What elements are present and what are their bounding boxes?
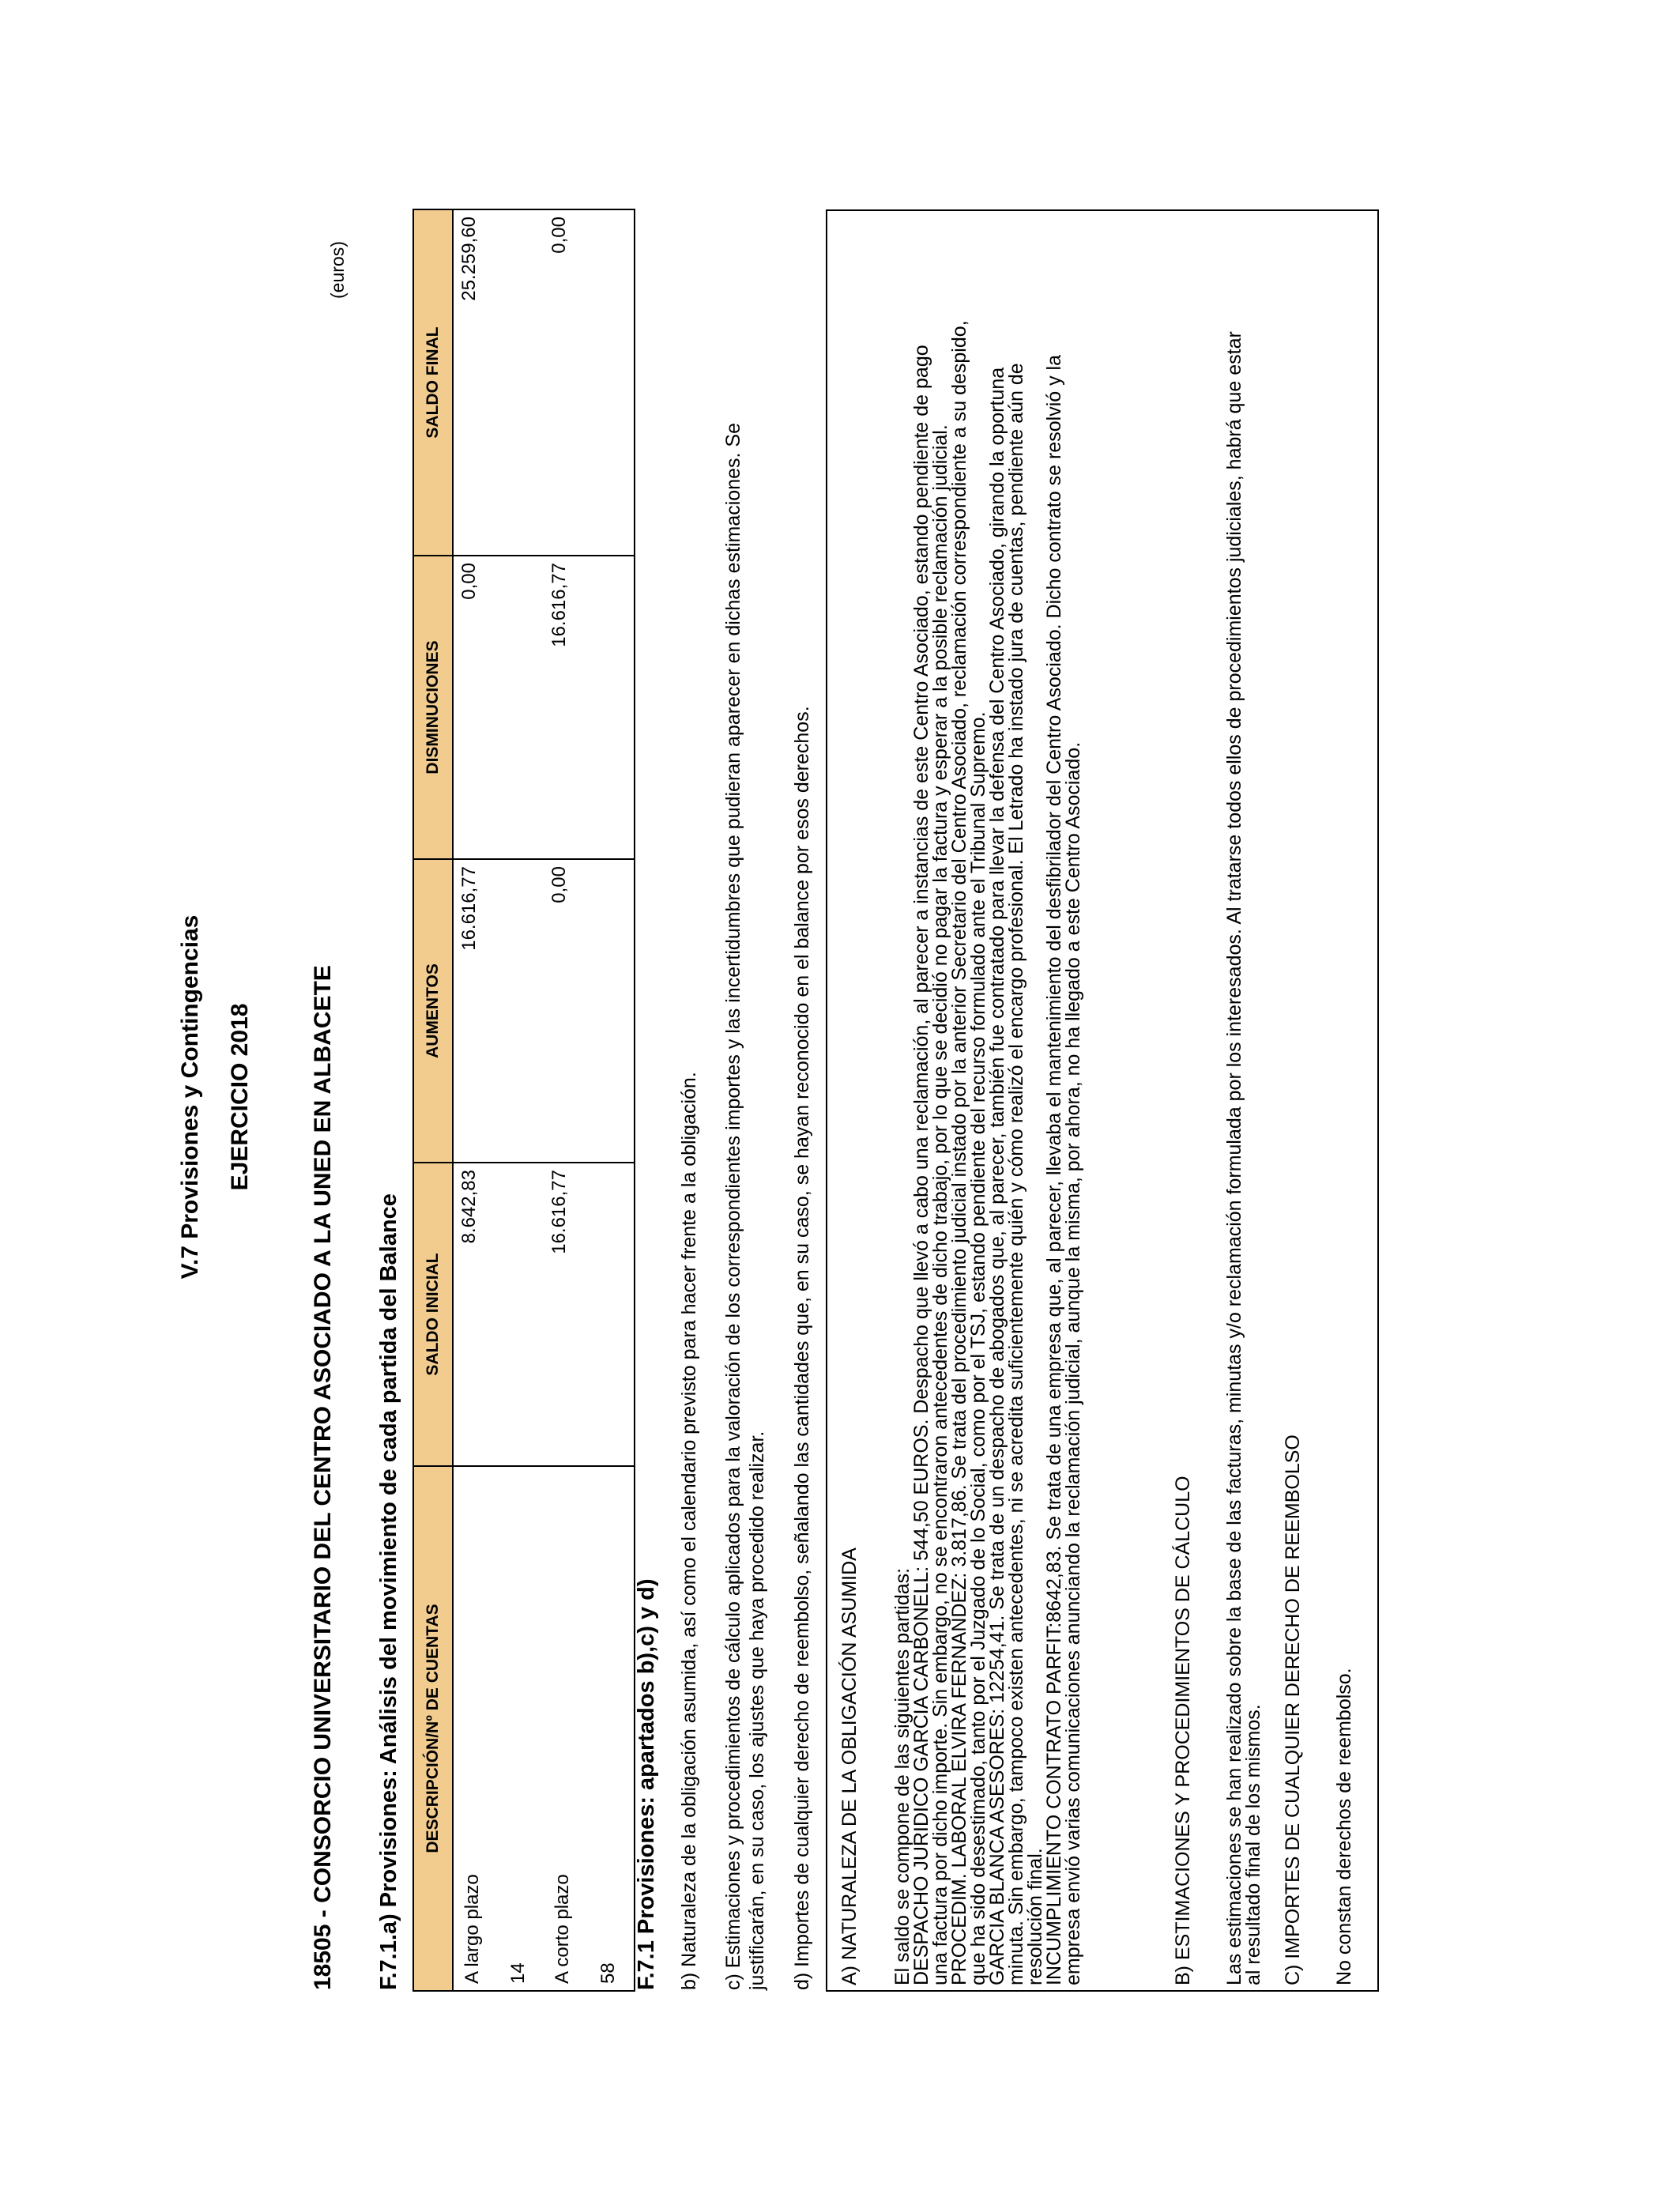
row-description-cell [544,1466,635,1991]
exercise-year: EJERCICIO 2018 [227,1003,253,1191]
saldo-final-cell: 25.259,60 [453,209,544,556]
box-a-line: resolución final. [1024,1848,1046,1985]
col-header-saldo-final: SALDO FINAL [413,209,453,556]
box-b-body [1225,331,1263,1985]
box-a-line: GARCIA BLANCA ASESORES: 12254,41. Se trata de un despacho de abogados que, al parecer, también fue contratado para llevar la defensa del Centro Asociado, girando la oportuna [986,367,1008,1985]
box-a-line: DESPACHO JURIDICO GARCIA CARBONELL: 544,50 EUROS. Despacho que llevó a cabo una reclamación, al parecer a instancias de este Centro Asociado, estando pendiente de pago [910,345,932,1985]
box-a-line: minuta. Sin embargo, tampoco existen antecedentes, ni se acredita suficientemente quién y cómo realizó el encargo profesional. El Letrado ha instado jura de cuentas, pendiente aún de [1005,363,1027,1985]
entity-name: 18505 - CONSORCIO UNIVERSITARIO DEL CENTRO ASOCIADO A LA UNED EN ALBACETE [310,965,336,1990]
provisions-detail-box [826,209,1379,1992]
heading-c: C) IMPORTES DE CUALQUIER DERECHO DE REEMBOLSO [1282,1434,1304,1985]
box-c-body [1335,1668,1354,1985]
aumentos-cell: 16.616,77 [453,859,544,1163]
notes-section-title: F.7.1 Provisiones: apartados b),c) y d) [634,1578,659,1990]
heading-b: B) ESTIMACIONES Y PROCEDIMIENTOS DE CÁLCULO [1172,1476,1194,1985]
note-c [721,423,769,1990]
note-d [790,706,814,1990]
box-a-heading [840,1547,859,1985]
provisions-table [412,209,635,1992]
box-b-line: Las estimaciones se han realizado sobre la base de las facturas, minutas y/o reclamación formulada por los interesados. Al tratarse todos ellos de procedimientos judiciales, habrá que estar [1223,331,1245,1985]
col-header-description: DESCRIPCIÓN/Nº DE CUENTAS [413,1466,453,1991]
row-description: A corto plazo [552,1874,573,1984]
box-a-line: PROCEDIM. LABORAL ELVIRA FERNANDEZ: 3.817,86. Se trata del procedimiento judicial instado por la anterior Secretario del Centro Asociado, reclamación correspondiente a su despido, [948,320,970,1985]
saldo-final-cell: 0,00 [544,209,635,556]
saldo-inicial-cell: 8.642,83 [453,1163,544,1466]
page-title: V.7 Provisiones y Contingencias [177,914,203,1280]
note-b [677,1072,701,1990]
col-header-saldo-inicial: SALDO INICIAL [413,1163,453,1466]
box-c-text: No constan derechos de reembolso. [1333,1668,1355,1985]
box-a-line: que ha sido desestimado, tanto por el Juzgado de lo Social, como por el TSJ, estando pendiente del recurso formulado ante el Tribunal Supremo. [967,711,989,1985]
row-account: 14 [507,1962,529,1984]
box-a-line: INCUMPLIMIENTO CONTRATO PARFIT:8642,83. Se trata de una empresa que, al parecer, llevaba el mantenimiento del desfibrilador del Centro Asociado. Dicho contrato se resolvió y la [1043,354,1065,1985]
saldo-inicial-cell: 16.616,77 [544,1163,635,1466]
table-row [453,209,544,1991]
box-b-line: al resultado final de los mismos. [1242,1704,1264,1985]
row-account: 58 [597,1962,619,1984]
note-d-text: d) Importes de cualquier derecho de reembolso, señalando las cantidades que, en su caso, se hayan reconocido en el balance por esos derechos. [791,706,813,1990]
box-c-heading [1283,1434,1302,1985]
box-a-line: una factura por dicho importe. Sin embargo, no se encontraron antecedentes de dicho trabajo, por lo que se decidió no pagar la factura y esperar a la posible reclamación judicial. [929,424,951,1985]
box-a-line: empresa envió varias comunicaciones anunciando la reclamación judicial, aunque la misma, por ahora, no ha llegado a este Centro Asociado. [1062,741,1084,1985]
note-c-line: c) Estimaciones y procedimientos de cálculo aplicados para la valoración de los correspondientes importes y las incertidumbres que pudieran aparecer en dichas estimaciones. Se [722,423,744,1990]
aumentos-cell: 0,00 [544,859,635,1163]
currency-note: (euros) [327,241,348,299]
box-a-line: El saldo se compone de las siguientes partidas: [891,1567,913,1985]
table-header-row [413,209,453,1991]
col-header-disminuciones: DISMINUCIONES [413,556,453,859]
box-b-heading [1173,1476,1192,1985]
table-row [544,209,635,1991]
box-a-body [893,320,1083,1985]
note-b-text: b) Naturaleza de la obligación asumida, así como el calendario previsto para hacer frente a la obligación. [678,1072,700,1990]
col-header-aumentos: AUMENTOS [413,859,453,1163]
disminuciones-cell: 0,00 [453,556,544,859]
table-section-title: F.7.1.a) Provisiones: Análisis del movimiento de cada partida del Balance [376,1193,401,1990]
row-description: A largo plazo [461,1874,483,1984]
disminuciones-cell: 16.616,77 [544,556,635,859]
note-c-line: justificarán, en su caso, los ajustes que haya procedido realizar. [746,1431,768,1990]
heading-a: A) NATURALEZA DE LA OBLIGACIÓN ASUMIDA [838,1547,861,1985]
row-description-cell [453,1466,544,1991]
